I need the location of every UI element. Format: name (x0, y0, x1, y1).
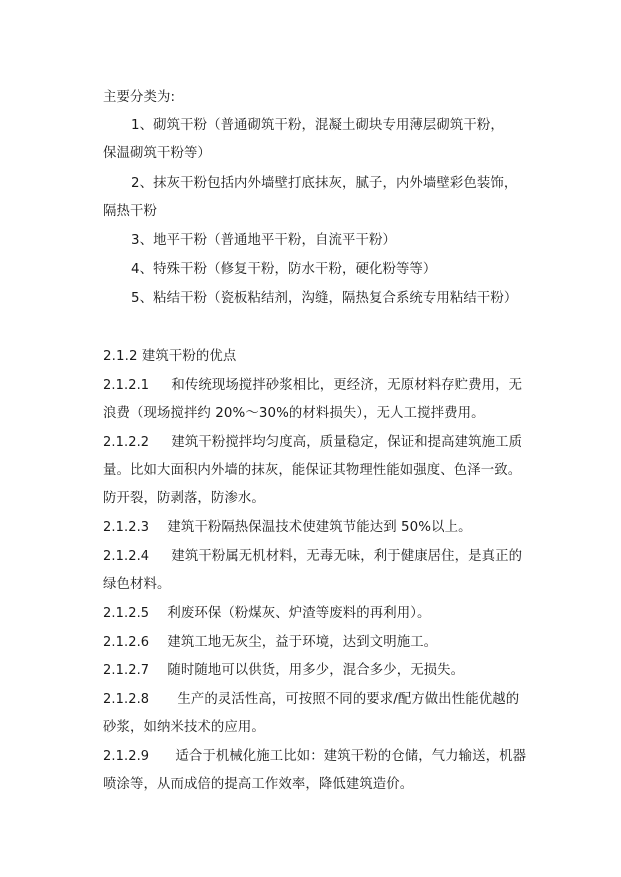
advantage-text: 适合于机械化施工比如：建筑干粉的仓储，气力输送，机器 (175, 749, 527, 764)
advantage-number: 2.1.2.3 (103, 520, 150, 535)
advantage-item-8 (103, 691, 563, 709)
advantage-item-2-cont2: 防开裂，防剥落，防渗水。 (103, 491, 265, 506)
advantage-text: 建筑工地无灰尘，益于环境，达到文明施工。 (167, 635, 438, 650)
advantage-item-2 (103, 434, 563, 452)
advantage-item-1 (103, 377, 563, 395)
advantage-text: 建筑干粉隔热保温技术使建筑节能达到 50%以上。 (167, 520, 472, 535)
advantage-item-8-cont: 砂浆，如纳米技术的应用。 (103, 720, 265, 735)
advantage-item-1-cont: 浪费（现场搅拌约 20%～30%的材料损失），无人工搅拌费用。 (103, 406, 485, 421)
advantage-number: 2.1.2.6 (103, 635, 150, 650)
category-item-2-cont: 隔热干粉 (103, 204, 157, 219)
advantage-number: 2.1.2.1 (103, 378, 150, 393)
advantage-text: 和传统现场搅拌砂浆相比，更经济，无原材料存贮费用，无 (171, 378, 523, 393)
category-item-5: 5、粘结干粉（瓷板粘结剂，沟缝，隔热复合系统专用粘结干粉） (131, 291, 518, 306)
advantage-number: 2.1.2.7 (103, 663, 150, 678)
advantage-item-3 (103, 519, 563, 537)
advantage-item-2-cont: 量。比如大面积内外墙的抹灰，能保证其物理性能如强度、色泽一致。 (103, 463, 522, 478)
advantage-item-9-cont: 喷涂等，从而成倍的提高工作效率，降低建筑造价。 (103, 777, 414, 792)
advantage-number: 2.1.2.2 (103, 435, 150, 450)
advantage-number: 2.1.2.4 (103, 549, 150, 564)
category-item-1-cont: 保温砌筑干粉等） (103, 146, 211, 161)
advantage-item-4-cont: 绿色材料。 (103, 577, 171, 592)
category-heading: 主要分类为: (103, 90, 176, 105)
advantage-item-7 (103, 662, 563, 680)
advantage-number: 2.1.2.5 (103, 606, 150, 621)
advantage-number: 2.1.2.9 (103, 749, 150, 764)
advantage-item-9 (103, 748, 563, 766)
category-item-1: 1、砌筑干粉（普通砌筑干粉，混凝土砌块专用薄层砌筑干粉， (131, 118, 504, 133)
category-item-2: 2、抹灰干粉包括内外墙壁打底抹灰，腻子，内外墙壁彩色装饰， (131, 176, 518, 191)
section-title: 2.1.2 建筑干粉的优点 (103, 349, 237, 364)
advantage-text: 随时随地可以供货，用多少，混合多少，无损失。 (167, 663, 465, 678)
category-item-3: 3、地平干粉（普通地平干粉，自流平干粉） (131, 233, 396, 248)
advantage-text: 建筑干粉属无机材料，无毒无味，利于健康居住，是真正的 (171, 549, 523, 564)
advantage-text: 建筑干粉搅拌均匀度高，质量稳定，保证和提高建筑施工质 (171, 435, 523, 450)
advantage-text: 生产的灵活性高，可按照不同的要求/配方做出性能优越的 (177, 692, 520, 707)
advantage-number: 2.1.2.8 (103, 692, 150, 707)
advantage-text: 利废环保（粉煤灰、炉渣等废料的再利用）。 (167, 606, 431, 621)
advantage-item-5 (103, 605, 563, 623)
category-item-4: 4、特殊干粉（修复干粉，防水干粉，硬化粉等等） (131, 262, 437, 277)
advantage-item-4 (103, 548, 563, 566)
advantage-item-6 (103, 634, 563, 652)
